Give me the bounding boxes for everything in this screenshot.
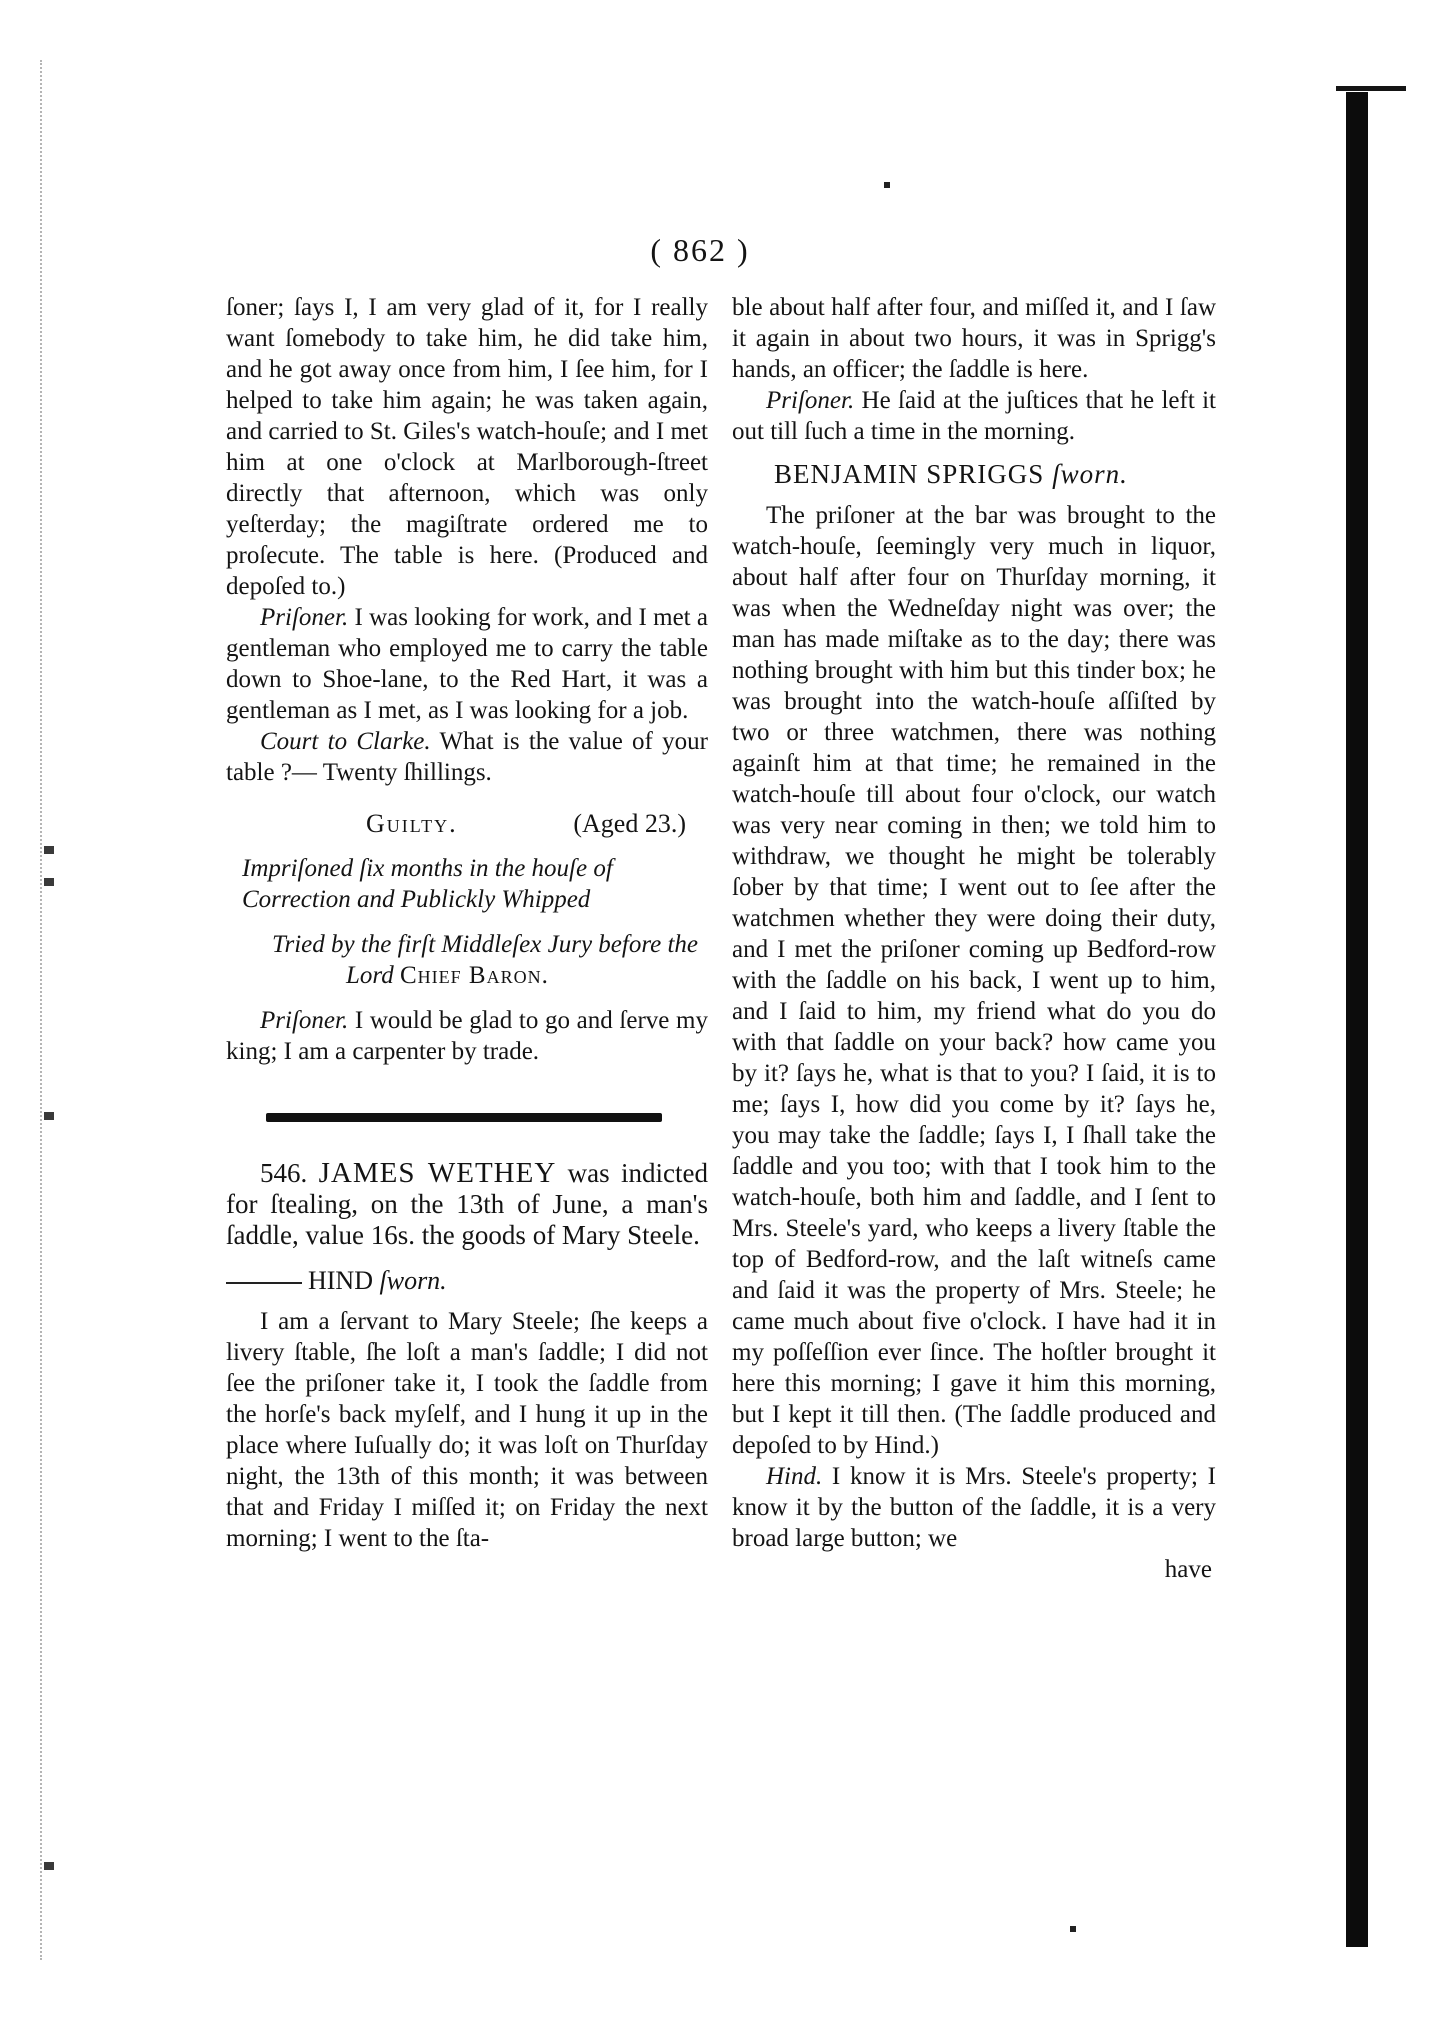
hind-statement (732, 1461, 1216, 1554)
trial-note: Tried by the firſt Middleſex Jury before the (271, 931, 699, 958)
verdict: Guilty. (366, 809, 458, 838)
witness-testimony: The priſoner at the bar was brought to the watch-houſe, ſeemingly very much in liquor, about half after four on Thurſday morning, it was when the Wedneſday night was over; the man has made miſtake as to the day; there was nothing brought with him but this tinder box; he was brought into the watch-houſe aſſiſted by two or three watchmen, there was nothing againſt him at that time; he remained in the watch-houſe till about four o'clock, our watch was very near coming in then; we told him to withdraw, we thought he might be tolerably ſober by that time; I went out to ſee after the watchmen whether they were doing their duty, and I met the priſoner coming up Bedford-row with the ſaddle on his back, I went up to him, and I ſaid to him, my friend what do you do with that ſaddle on your back? how came you by it? ſays he, what is that to you? I ſaid, it is to me; ſays I, how did you come by it? ſays he, you may take the ſaddle; ſays I, I ſhall take the ſaddle and you too; with that I took him to the watch-houſe, both him and ſaddle, and I ſent to Mrs. Steele's yard, who keeps a livery ſtable the top of Bedford-row, and the laſt witneſs came and ſaid it was the property of Mrs. Steele; he came much about five o'clock. I have had it in my poſſeſſion ever ſince. The hoſtler brought it here this morning; I gave it him this morning, but I kept it till then. (The ſaddle produced and depoſed to by Hind.) (732, 502, 1216, 1459)
section-divider (266, 1113, 662, 1122)
defendant-age: (Aged 23.) (573, 809, 686, 838)
binding-edge-top (1336, 86, 1406, 91)
question-text: What is the value of your table ?— Twenty ſhillings. (226, 728, 708, 786)
scan-speck (44, 1112, 54, 1120)
trial-note-judge (226, 960, 708, 991)
speaker-label: Court to Clarke. (260, 728, 431, 755)
witness-heading (226, 1265, 708, 1296)
case-heading (226, 1158, 708, 1251)
judge-name: Chief Baron. (399, 962, 549, 989)
prisoner-plea (226, 1005, 708, 1067)
blank-dash (226, 1282, 302, 1284)
statement-text: I know it is Mrs. Steele's property; I know it by the button of the ſaddle, it is a very broad large button; we (732, 1463, 1216, 1552)
statement-text: I was looking for work, and I met a gentleman who employed me to carry the table down to Shoe-lane, to the Red Hart, it was a gentleman as I met, as I was looking for a job. (226, 604, 708, 724)
scan-edge-artifact (40, 60, 72, 1960)
statement-text: He ſaid at the juſtices that he left it out till ſuch a time in the morning. (732, 387, 1216, 445)
prisoner-statement (226, 602, 708, 726)
binding-edge-bar (1346, 92, 1368, 1947)
defendant-name: JAMES WETHEY (318, 1157, 557, 1189)
scan-speck (44, 846, 54, 854)
witness-name: BENJAMIN SPRIGGS (774, 459, 1045, 489)
right-column (732, 292, 1216, 1585)
catchword: have (1164, 1556, 1212, 1583)
scan-speck (44, 878, 54, 886)
case-number: 546. (260, 1158, 308, 1188)
testimony-continued: ſoner; ſays I, I am very glad of it, for I really want ſomebody to take him, he did take him, and he got away once from him, I ſee him, for I helped to take him again; he was taken again, and carried to St. Giles's watch-houſe; and I met him at one o'clock at Marlborough-ſtreet directly that afternoon, which was only yeſterday; the magiſtrate ordered me to proſecute. The table is here. (Produced and depoſed to.) (226, 294, 708, 600)
speaker-label: Priſoner. (260, 604, 349, 631)
verdict-line (226, 808, 708, 839)
prisoner-statement (732, 385, 1216, 447)
court-question (226, 726, 708, 788)
witness-heading (732, 459, 1216, 490)
indictment-text: was indicted for ſtealing, on the 13th of June, a man's ſaddle, value 16s. the goods of Mary Steele. (226, 1158, 709, 1250)
sworn-label: ſworn. (379, 1266, 447, 1295)
scan-dot (884, 182, 890, 188)
speaker-label: Priſoner. (766, 387, 855, 414)
scan-speck (44, 1862, 54, 1870)
speaker-label: Hind. (766, 1463, 823, 1490)
witness-name: HIND (308, 1266, 373, 1295)
scan-dot (1070, 1926, 1076, 1932)
testimony-continued: ble about half after four, and miſſed it, and I ſaw it again in about two hours, it was in Sprigg's hands, an officer; the ſaddle is here. (732, 294, 1216, 383)
plea-text: I would be glad to go and ſerve my king; I am a carpenter by trade. (226, 1007, 708, 1065)
sworn-label: ſworn. (1052, 459, 1128, 489)
judge-title: Lord (346, 962, 394, 989)
sentence: Impriſoned ſix months in the houſe of Correction and Publickly Whipped (242, 855, 613, 913)
speaker-label: Priſoner. (260, 1007, 349, 1034)
witness-testimony: I am a ſervant to Mary Steele; ſhe keeps a livery ſtable, ſhe loſt a man's ſaddle; I did not ſee the priſoner take it, I took the ſaddle from the horſe's back myſelf, and I hung it up in the place where Iuſually do; it was loſt on Thurſday night, the 13th of this month; it was between that and Friday I miſſed it; on Friday the next morning; I went to the ſta- (226, 1308, 708, 1552)
left-column (226, 292, 708, 1554)
page-number: ( 862 ) (650, 232, 750, 268)
